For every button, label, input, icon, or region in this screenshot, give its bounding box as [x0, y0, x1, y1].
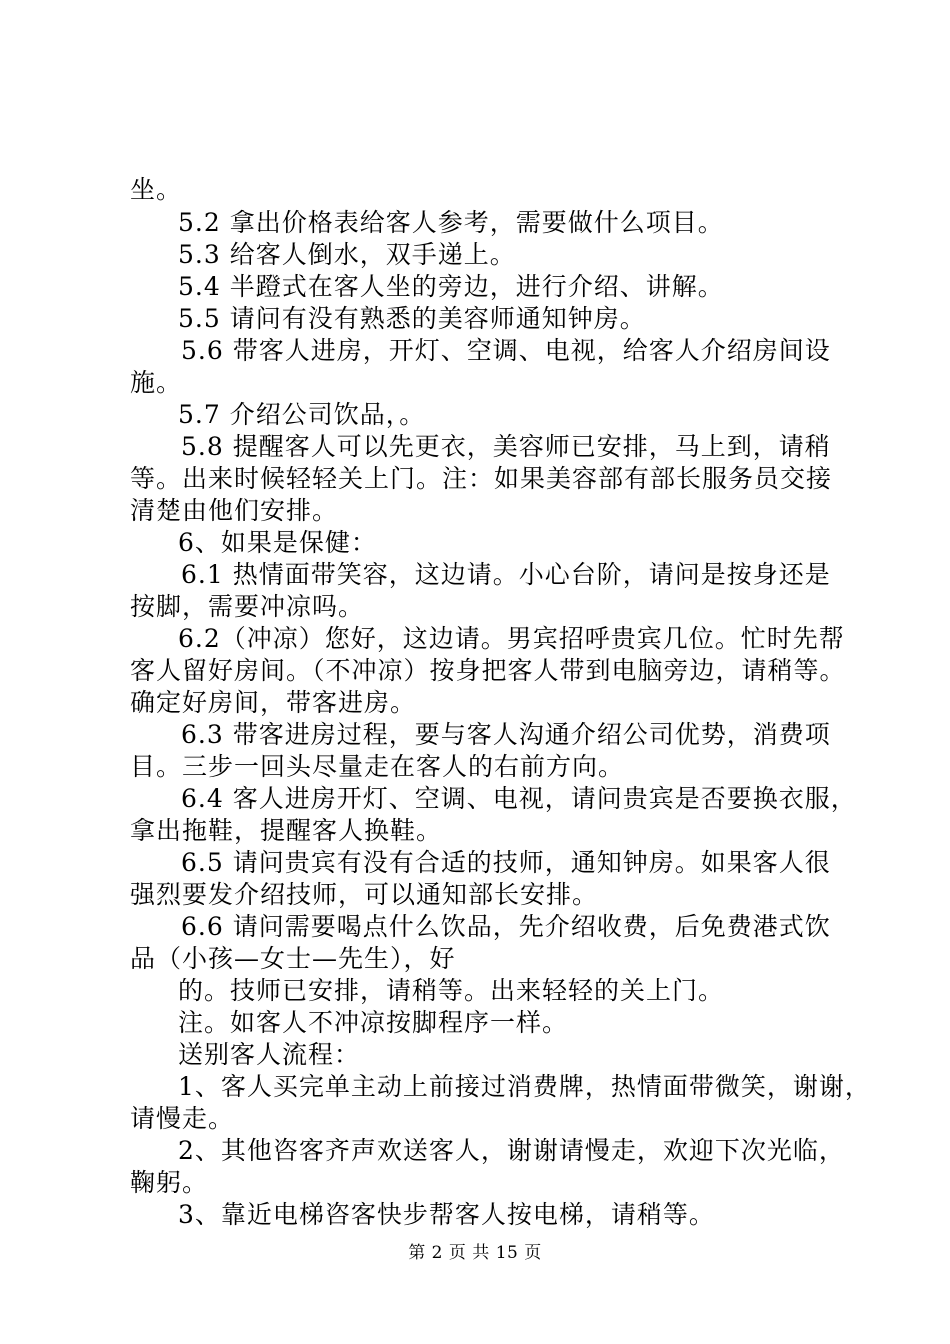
- text-line: 6.6 请问需要喝点什么饮品，先介绍收费，后免费港式饮: [181, 912, 831, 941]
- section-heading: 送别客人流程：: [178, 1040, 361, 1069]
- text-line: 3、靠近电梯咨客快步帮客人按电梯，请稍等。: [178, 1200, 715, 1229]
- text-line: 的。技师已安排，请稍等。出来轻轻的关上门。: [178, 976, 725, 1005]
- text-line: 2、其他咨客齐声欢送客人，谢谢请慢走，欢迎下次光临，: [178, 1136, 845, 1165]
- text-line: 1、客人买完单主动上前接过消费牌，热情面带微笑，谢谢，: [178, 1072, 871, 1101]
- text-line: 6.1 热情面带笑容，这边请。小心台阶，请问是按身还是: [181, 560, 831, 589]
- text-line: 拿出拖鞋，提醒客人换鞋。: [130, 816, 443, 845]
- page-number-footer: 第 2 页 共 15 页: [408, 1243, 542, 1263]
- text-line: 5.3 给客人倒水，双手递上。: [178, 240, 516, 269]
- text-line: 清楚由他们安排。: [130, 496, 339, 525]
- text-line: 等。出来时候轻轻关上门。注：如果美容部有部长服务员交接: [130, 464, 833, 493]
- text-line: 6.3 带客进房过程，要与客人沟通介绍公司优势，消费项: [181, 720, 831, 749]
- text-line: 请慢走。: [130, 1104, 235, 1133]
- text-line: 客人留好房间。（不冲凉）按身把客人带到电脑旁边，请稍等。: [130, 656, 846, 685]
- text-line: 5.5 请问有没有熟悉的美容师通知钟房。: [178, 304, 646, 333]
- section-heading: 6、如果是保健：: [178, 528, 377, 557]
- text-line: 5.8 提醒客人可以先更衣，美容师已安排，马上到，请稍: [181, 432, 831, 461]
- text-line: 按脚，需要冲凉吗。: [130, 592, 365, 621]
- note-line: 注。如客人不冲凉按脚程序一样。: [178, 1008, 569, 1037]
- text-line: 施。: [130, 368, 183, 397]
- text-line: 品（小孩—女士—先生），好: [130, 944, 456, 973]
- text-line: 确定好房间，带客进房。: [130, 688, 417, 717]
- text-line: 6.4 客人进房开灯、空调、电视，请问贵宾是否要换衣服，: [181, 784, 857, 813]
- text-line: 坐。: [130, 175, 183, 204]
- text-line: 强烈要发介绍技师，可以通知部长安排。: [130, 880, 599, 909]
- text-line: 5.4 半蹬式在客人坐的旁边，进行介绍、讲解。: [178, 272, 724, 301]
- text-line: 鞠躬。: [130, 1168, 209, 1197]
- text-line: 6.5 请问贵宾有没有合适的技师，通知钟房。如果客人很: [181, 848, 831, 877]
- text-line: 5.6 带客人进房，开灯、空调、电视，给客人介绍房间设: [181, 336, 831, 365]
- text-line: 目。三步一回头尽量走在客人的右前方向。: [130, 752, 625, 781]
- text-line: 5.7 介绍公司饮品，。: [178, 400, 426, 429]
- text-line: 5.2 拿出价格表给客人参考，需要做什么项目。: [178, 208, 724, 237]
- text-line: 6.2（冲凉）您好，这边请。男宾招呼贵宾几位。忙时先帮: [178, 624, 845, 653]
